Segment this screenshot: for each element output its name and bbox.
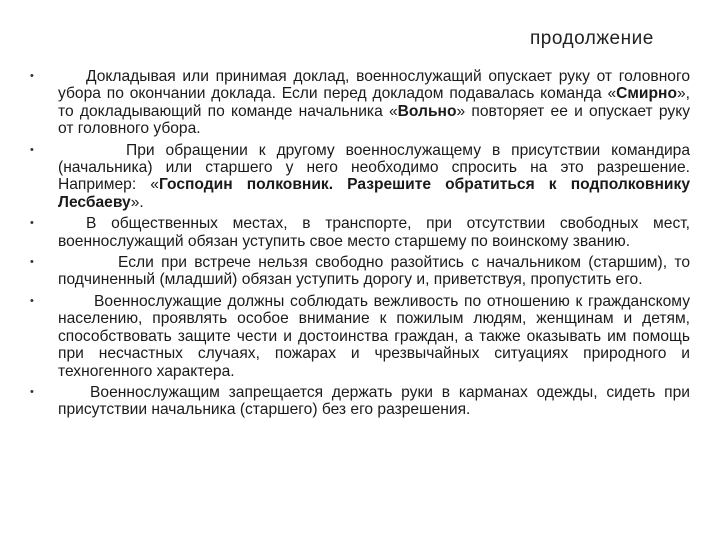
- list-item: [30, 293, 690, 380]
- item-text: Если при встрече нельзя свободно разойтись с начальником (старшим), то подчиненный (младший) обязан уступить дорогу и, приветствуя, пропустить его.: [58, 254, 690, 289]
- bullet-icon: •: [30, 385, 34, 398]
- list-item: [30, 384, 690, 419]
- item-text: Военнослужащим запрещается держать руки в карманах одежды, сидеть при присутствии начальника (старшего) без его разрешения.: [58, 383, 690, 419]
- bullet-icon: •: [30, 70, 34, 82]
- bullet-list: [30, 68, 690, 423]
- bullet-icon: •: [30, 217, 34, 230]
- item-text: Военнослужащие должны соблюдать вежливость по отношению к гражданскому населению, проявлять особое внимание к пожилым людям, женщинам и детям, способствовать защите чести и достоинства граждан, а также оказывать им помощь при несчастных случаях, пожарах и чрезвычайных ситуациях природного и техногенного характера.: [58, 292, 690, 380]
- bullet-icon: •: [30, 256, 34, 269]
- list-item: [30, 68, 690, 138]
- list-item: [30, 254, 690, 289]
- bullet-icon: •: [30, 143, 34, 156]
- slide-title: продолжение: [530, 28, 654, 49]
- bullet-icon: •: [30, 294, 34, 307]
- item-text: При обращении к другому военнослужащему в присутствии командира (начальника) или старшего у него необходимо спросить на это разрешение. Например: «Господин полковник. Разрешите обратиться к подполковнику Лесбаеву».: [58, 141, 690, 211]
- item-text: Докладывая или принимая доклад, военнослужащий опускает руку от головного убора по окончании доклада. Если перед докладом подавалась команда «Смирно», то докладывающий по команде начальника «Вольно» повторяет ее и опускает руку от головного убора.: [58, 68, 690, 138]
- item-text: В общественных местах, в транспорте, при отсутствии свободных мест, военнослужащий обязан уступить свое место старшему по воинскому званию.: [58, 215, 690, 250]
- list-item: [30, 215, 690, 250]
- list-item: [30, 142, 690, 212]
